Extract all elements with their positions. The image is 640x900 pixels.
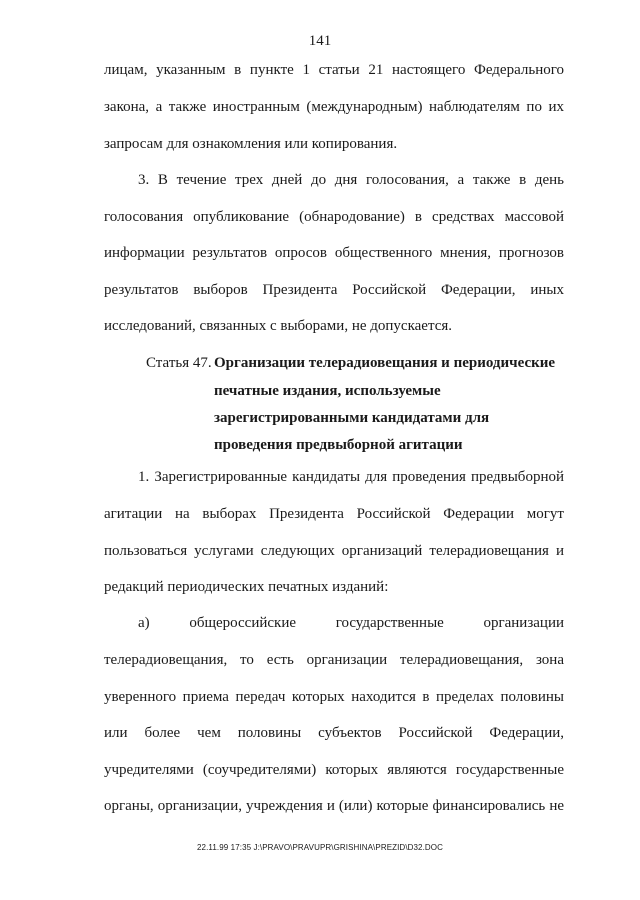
text-line: 1. Зарегистрированные кандидаты для проведения предвыборной: [138, 469, 564, 485]
text-line: редакций периодических печатных изданий:: [104, 579, 389, 595]
text-line: органы, организации, учреждения и (или) которые финансировались не: [104, 798, 564, 814]
article-title-line: зарегистрированными кандидатами для: [214, 410, 490, 426]
text-line: исследований, связанных с выборами, не допускается.: [104, 318, 453, 334]
article-number: Статья 47.: [146, 355, 212, 371]
text-line: запросам для ознакомления или копирования.: [104, 136, 398, 152]
text-line: лицам, указанным в пункте 1 статьи 21 настоящего Федерального: [104, 62, 564, 78]
text-line: информации результатов опросов общественного мнения, прогнозов: [104, 245, 564, 261]
text-line: или более чем половины субъектов Российской Федерации,: [104, 725, 564, 741]
article-title-line: Организации телерадиовещания и периодические: [214, 355, 556, 371]
article-title-line: проведения предвыборной агитации: [214, 437, 463, 453]
page-number: 141: [308, 33, 332, 49]
text-line: 3. В течение трех дней до дня голосования, а также в день: [138, 172, 564, 188]
file-path-footer: 22.11.99 17:35 J:\PRAVO\PRAVUPR\GRISHINA\PREZID\D32.DOC: [196, 843, 444, 852]
text-line: закона, а также иностранным (международным) наблюдателям по их: [104, 99, 564, 115]
text-line: учредителями (соучредителями) которых являются государственные: [104, 762, 564, 778]
text-line: агитации на выборах Президента Российской Федерации могут: [104, 506, 564, 522]
text-line: уверенного приема передач которых находится в пределах половины: [104, 689, 564, 705]
text-line: а) общероссийские государственные организации: [138, 615, 564, 631]
text-line: пользоваться услугами следующих организаций телерадиовещания и: [104, 543, 564, 559]
text-line: голосования опубликование (обнародование) в средствах массовой: [104, 209, 564, 225]
article-title-line: печатные издания, используемые: [214, 383, 441, 399]
text-line: результатов выборов Президента Российской Федерации, иных: [104, 282, 564, 298]
text-line: телерадиовещания, то есть организации телерадиовещания, зона: [104, 652, 564, 668]
